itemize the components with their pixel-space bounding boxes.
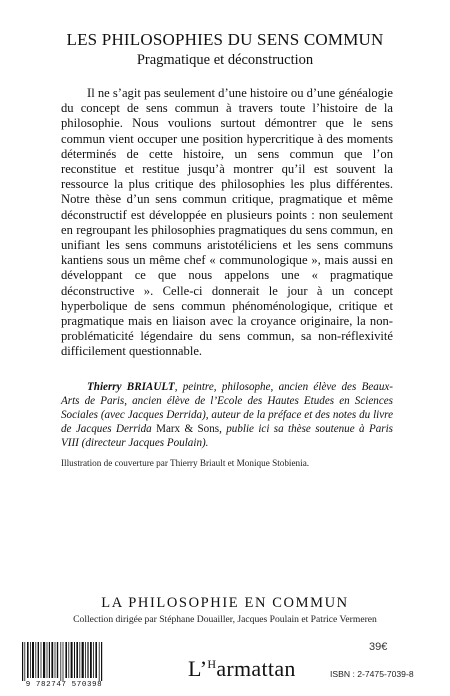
author-bio-part1: , peintre, philosophe, ancien élève des Beaux-Arts de Paris, ancien élève de l’Ecole des Hautes Etudes en Sciences Sociales (avec Jacques Derrida), auteur de la préface et des notes du livre de Jacques Derrida — [61, 381, 393, 435]
summary-text — [61, 86, 393, 360]
book-title: LES PHILOSOPHIES DU SENS COMMUN — [66, 30, 384, 49]
book-subtitle: Pragmatique et déconstruction — [136, 52, 314, 68]
isbn-label: ISBN : 2-7475-7039-8 — [330, 669, 414, 679]
author-book-title: Marx & Sons — [156, 423, 220, 435]
publisher-logo — [188, 656, 296, 682]
illustration-credit: Illustration de couverture par Thierry Briault et Monique Stobienia. — [61, 458, 310, 468]
publisher-prefix: L’ — [188, 656, 208, 681]
collection-directors: Collection dirigée par Stéphane Douailler, Jacques Poulain et Patrice Vermeren — [73, 614, 377, 625]
collection-title: LA PHILOSOPHIE EN COMMUN — [101, 595, 349, 611]
author-bio-paragraph — [61, 380, 393, 450]
barcode-number: 9 782747 570398 — [18, 681, 110, 689]
price-label: 39€ — [369, 641, 388, 653]
author-name: Thierry BRIAULT — [87, 381, 175, 393]
author-bio-part2: , publie ici sa thèse soutenue à Paris VIII (directeur Jacques Poulain). — [61, 423, 393, 449]
author-bio — [61, 380, 393, 450]
publisher-sup: H — [207, 657, 217, 671]
summary-paragraph: Il ne s’agit pas seulement d’une histoire ou d’une généalogie du concept de sens commun à travers toute l’histoire de la philosophie. Nous voulions surtout démontrer que le sens commun vient occuper une position hypercritique à des moments déterminés de cette histoire, un sens commun que l’on reconstitue et restitue jusqu’à montrer qu’il est souvent la ressource la plus critique des philosophies les plus différentes. Notre thèse d’un sens commun critique, pragmatique et même déconstructif est développée en plusieurs points : non seulement en regroupant les philosophies pragmatiques du sens commun, en unifiant les sens communs aristotéliciens et les sens communs kantiens sous un même chef « communologique », mais aussi en développant ce que nous appelons une « pragmatique déconstructive ». Celle-ci donnerait le jour à un concept hyperbolique de sens commun phénoménologique, critique et pragmatique mais en liaison avec la croyance originaire, la non-problématicité légendaire du sens commun, sa non-réflexivité difficilement questionnable. — [61, 86, 394, 359]
publisher-rest: armattan — [216, 656, 296, 681]
